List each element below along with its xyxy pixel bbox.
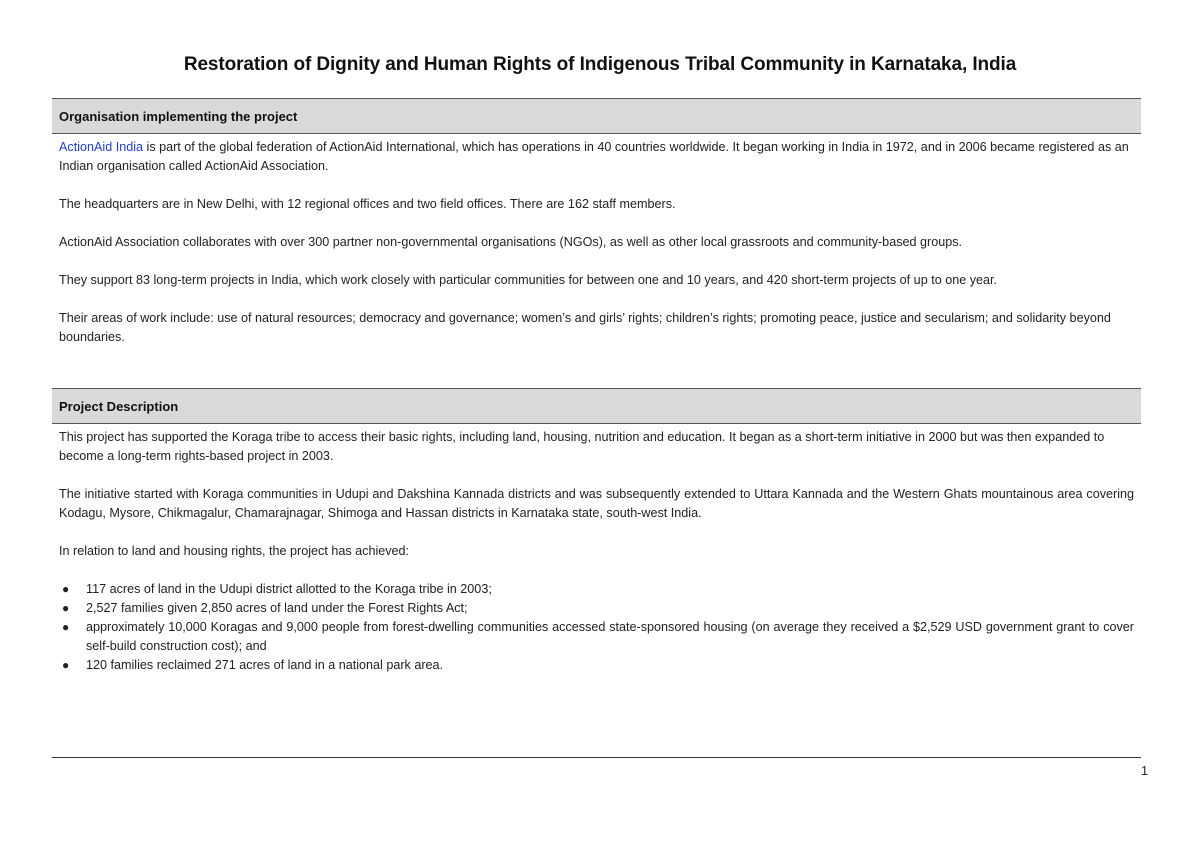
bullet-icon: ● xyxy=(62,601,70,615)
areas-of-work-paragraph: Their areas of work include: use of natural resources; democracy and governance; women’s and girls’ rights; children’s rights; promoting peace, justice and secularism; and solidarity beyond boundaries. xyxy=(59,311,1111,344)
projects-paragraph: They support 83 long-term projects in India, which work closely with particular communities for between one and 10 years, and 420 short-term projects of up to one year. xyxy=(59,273,998,287)
list-item xyxy=(59,599,1134,618)
footer-divider xyxy=(52,757,1141,758)
partners-paragraph: ActionAid Association collaborates with over 300 partner non-governmental organisations (NGOs), as well as other local grassroots and community-based groups. xyxy=(59,235,963,249)
organisation-section xyxy=(52,98,1141,366)
list-item xyxy=(59,618,1134,656)
list-item-text: 2,527 families given 2,850 acres of land under the Forest Rights Act; xyxy=(86,601,468,615)
project-summary-paragraph: This project has supported the Koraga tribe to access their basic rights, including land, housing, nutrition and education. It began as a short-term initiative in 2000 but was then expanded to become a long-term rights-based project in 2003. xyxy=(59,430,1105,463)
project-section-body xyxy=(52,424,1141,675)
page-title: Restoration of Dignity and Human Rights of Indigenous Tribal Community in Karnataka, India xyxy=(183,54,1017,75)
list-item-text: 117 acres of land in the Udupi district allotted to the Koraga tribe in 2003; xyxy=(86,582,492,596)
organisation-section-body xyxy=(52,134,1141,347)
list-item-text: 120 families reclaimed 271 acres of land in a national park area. xyxy=(86,658,444,672)
bullet-icon: ● xyxy=(62,620,70,634)
page-number: 1 xyxy=(1140,764,1148,778)
project-section-header: Project Description xyxy=(52,388,1141,424)
actionaid-india-link[interactable]: ActionAid India xyxy=(59,140,144,154)
organisation-intro-paragraph xyxy=(59,138,1134,176)
organisation-section-header: Organisation implementing the project xyxy=(52,98,1141,134)
bullet-icon: ● xyxy=(62,582,70,596)
list-item xyxy=(59,656,1134,675)
achievements-intro-paragraph: In relation to land and housing rights, the project has achieved: xyxy=(59,544,410,558)
headquarters-paragraph: The headquarters are in New Delhi, with 12 regional offices and two field offices. There are 162 staff members. xyxy=(59,197,676,211)
bullet-icon: ● xyxy=(62,658,70,672)
project-section xyxy=(52,388,1141,675)
project-scope-paragraph: The initiative started with Koraga communities in Udupi and Dakshina Kannada districts and was subsequently extended to Uttara Kannada and the Western Ghats mountainous area covering Kodagu, Mysore, Chikmagalur, Chamarajnagar, Shimoga and Hassan districts in Karnataka state, south-west India. xyxy=(59,487,1134,520)
list-item-text: approximately 10,000 Koragas and 9,000 people from forest-dwelling communities accessed state-sponsored housing (on average they received a $2,529 USD government grant to cover self-build construction cost); and xyxy=(86,620,1134,653)
list-item xyxy=(59,580,1134,599)
achievements-list xyxy=(59,580,1134,675)
organisation-intro-text: is part of the global federation of ActionAid International, which has operations in 40 countries worldwide. It began working in India in 1972, and in 2006 became registered as an Indian organisation called ActionAid Association. xyxy=(59,140,1129,173)
